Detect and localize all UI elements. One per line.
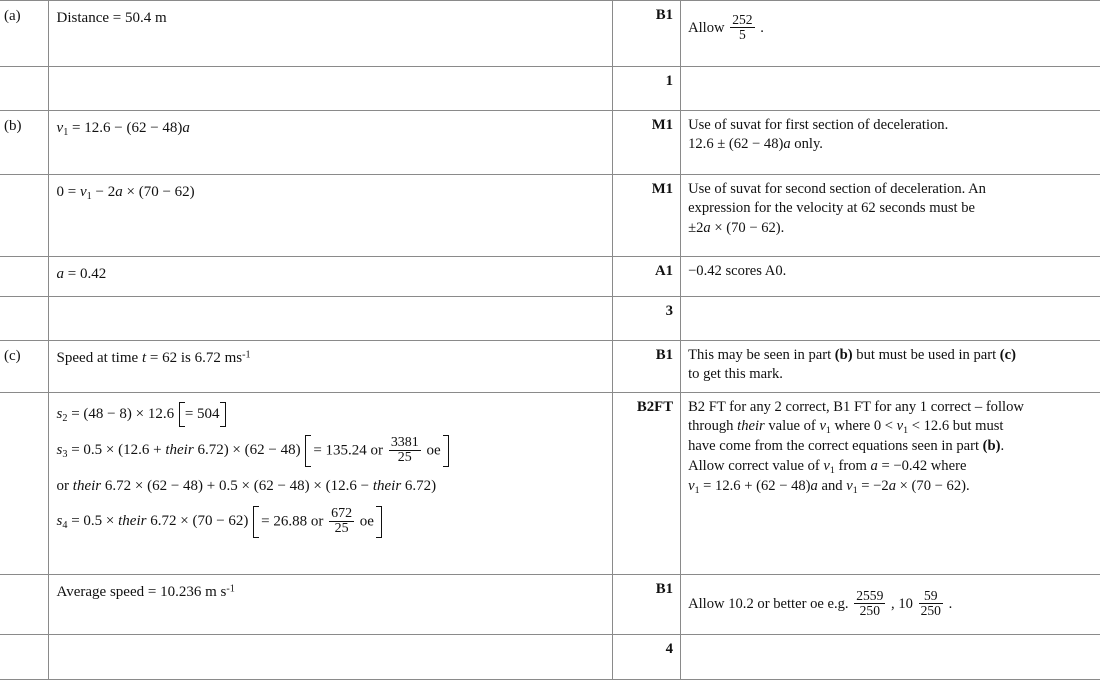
- mark-total-cell: [613, 635, 681, 680]
- notes-cell: [681, 635, 1100, 680]
- working-text: $v_1 = 12.6 - (62 - 48)a$: [56, 120, 190, 138]
- fraction-59-over-250: $\frac{59}{250}$: [920, 588, 941, 619]
- note-line-1: Use of suvat for first section of deceleration.: [688, 117, 949, 133]
- notes-cell: [681, 575, 1100, 635]
- working-text: Speed at time t = 62 is 6.72 $ms^{-1}$: [56, 349, 251, 366]
- part-label: [0, 67, 48, 74]
- part-label: [0, 575, 48, 582]
- note-line-5: $v_1 = 12.6 + (62 - 48)a$ and $v_1 = -2a \times (70 - 62)$.: [688, 477, 970, 496]
- mark-code: M1: [651, 117, 674, 133]
- fraction-3381-over-25: $\frac{3381}{25}$: [390, 434, 419, 466]
- note-line-2: through their value of $v_1$ where $0 < v_1 < 12.6$ but must: [688, 418, 1004, 437]
- part-label: [0, 297, 48, 304]
- part-label-cell: [0, 341, 48, 393]
- note-text: −0.42 scores A0.: [688, 263, 787, 279]
- part-label: [0, 393, 48, 400]
- bracket-s2: [178, 403, 227, 426]
- note-suffix: .: [948, 596, 953, 613]
- equation-s2-text: $s_2 = (48 - 8) \times 12.6$: [56, 406, 175, 424]
- part-label-cell: [0, 393, 48, 575]
- part-label-cell: [0, 297, 48, 341]
- mark-code: B1: [655, 347, 674, 363]
- table-row: [0, 111, 1100, 175]
- mark-cell: [613, 1, 681, 67]
- mark-code: M1: [651, 181, 674, 197]
- working-equations: [49, 393, 613, 541]
- mark-code: A1: [654, 263, 674, 279]
- notes-cell: [681, 393, 1100, 575]
- part-label: [0, 257, 48, 264]
- part-label: [0, 635, 48, 642]
- table-row-total: [0, 635, 1100, 680]
- table-row-total: [0, 297, 1100, 341]
- mark-total: 4: [665, 641, 674, 657]
- equation-s3-alternative: or their 6.72 × (62 − 48) + 0.5 × (62 − 48) × (12.6 − their 6.72): [56, 477, 437, 494]
- table-row: [0, 575, 1100, 635]
- note-line-3: have come from the correct equations seen in part (b).: [688, 438, 1005, 455]
- part-label: (a): [4, 8, 21, 24]
- equation-s2: [57, 403, 613, 427]
- note-line-1: Use of suvat for second section of deceleration. An: [688, 181, 986, 197]
- working-text: [49, 297, 613, 307]
- note-prefix: Allow 10.2 or better oe e.g.: [688, 596, 849, 613]
- mark-total-cell: [613, 67, 681, 111]
- equation-s3: [57, 436, 613, 466]
- part-label-cell: [0, 111, 48, 175]
- bracket-s3-post: oe: [426, 441, 441, 458]
- bracket-s4-pre: = 26.88 or: [261, 513, 324, 530]
- mark-total: 1: [665, 73, 674, 89]
- working-cell: [48, 393, 613, 575]
- note-line-1: B2 FT for any 2 correct, B1 FT for any 1 correct – follow: [688, 399, 1024, 415]
- equation-s4: [57, 507, 613, 537]
- mark-code: B1: [655, 581, 674, 597]
- fraction-2559-over-250: $\frac{2559}{250}$: [856, 588, 884, 619]
- fraction-252-over-5: $\frac{252}{5}$: [732, 12, 753, 43]
- note-line-3: ±2a × (70 − 62).: [688, 219, 785, 236]
- note-line-4: Allow correct value of $v_1$ from a = −0.42 where: [688, 457, 967, 476]
- mark-code: B2FT: [636, 399, 674, 415]
- working-cell: [48, 67, 613, 111]
- mark-cell: [613, 257, 681, 297]
- working-cell: [48, 175, 613, 257]
- bracket-s4: [252, 507, 383, 537]
- table-row-total: [0, 67, 1100, 111]
- part-label-cell: [0, 175, 48, 257]
- working-cell: [48, 575, 613, 635]
- note-text: [681, 1, 1100, 46]
- note-suffix: .: [760, 20, 764, 37]
- note-line-2: to get this mark.: [688, 366, 783, 383]
- working-text: a = 0.42: [56, 266, 107, 282]
- note-mid: , 10: [891, 596, 913, 613]
- note-text: [681, 175, 1100, 242]
- note-line-2: 12.6 ± (62 − 48)a only.: [688, 136, 823, 153]
- table-row: [0, 1, 1100, 67]
- note-text: [681, 297, 1100, 306]
- bracket-s3: [304, 436, 449, 466]
- fraction-672-over-25: $\frac{672}{25}$: [331, 505, 353, 537]
- note-text: [681, 575, 1100, 622]
- notes-cell: [681, 175, 1100, 257]
- working-cell: [48, 635, 613, 680]
- note-text: [681, 635, 1100, 644]
- part-label: (b): [4, 118, 22, 134]
- working-cell: [48, 257, 613, 297]
- mark-cell: [613, 341, 681, 393]
- part-label-cell: [0, 257, 48, 297]
- mark-cell: [613, 393, 681, 575]
- equation-s3-text: $s_3 = 0.5 \times (12.6$ + their 6.72) × (62 − 48): [56, 442, 301, 460]
- mark-cell: [613, 575, 681, 635]
- mark-cell: [613, 111, 681, 175]
- working-cell: [48, 1, 613, 67]
- mark-code: B1: [655, 7, 674, 23]
- working-text: $0 = v_1 - 2a \times (70 - 62)$: [56, 184, 195, 202]
- note-line-1: This may be seen in part (b) but must be used in part (c): [688, 347, 1016, 363]
- notes-cell: [681, 341, 1100, 393]
- part-label: [0, 175, 48, 182]
- table-row: [0, 341, 1100, 393]
- working-cell: [48, 111, 613, 175]
- notes-cell: [681, 67, 1100, 111]
- notes-cell: [681, 257, 1100, 297]
- note-text: [681, 67, 1100, 76]
- part-label-cell: [0, 575, 48, 635]
- equation-s4-text: $s_4 = 0.5$ × their 6.72 × (70 − 62): [56, 513, 249, 532]
- part-label-cell: [0, 1, 48, 67]
- table-row: [0, 175, 1100, 257]
- notes-cell: [681, 297, 1100, 341]
- working-text: Average speed = 10.236 m $s^{-1}$: [56, 583, 235, 600]
- table-row: [0, 393, 1100, 575]
- bracket-s3-pre: = 135.24 or: [313, 441, 384, 458]
- working-text: Distance = 50.4 m: [56, 10, 167, 26]
- working-text: [49, 635, 613, 645]
- mark-cell: [613, 175, 681, 257]
- note-text: [681, 111, 1100, 159]
- part-label: (c): [4, 348, 21, 364]
- note-prefix: Allow: [688, 20, 725, 37]
- part-label-cell: [0, 67, 48, 111]
- part-label-cell: [0, 635, 48, 680]
- working-cell: [48, 297, 613, 341]
- note-text: [681, 341, 1100, 389]
- bracket-s2-text: = 504: [184, 406, 220, 422]
- notes-cell: [681, 1, 1100, 67]
- mark-total-cell: [613, 297, 681, 341]
- mark-total: 3: [665, 303, 674, 319]
- working-text: [49, 67, 613, 77]
- working-cell: [48, 341, 613, 393]
- bracket-s4-post: oe: [359, 513, 374, 530]
- notes-cell: [681, 111, 1100, 175]
- note-text: [681, 393, 1100, 501]
- table-row: [0, 257, 1100, 297]
- note-line-2: expression for the velocity at 62 seconds must be: [688, 200, 976, 217]
